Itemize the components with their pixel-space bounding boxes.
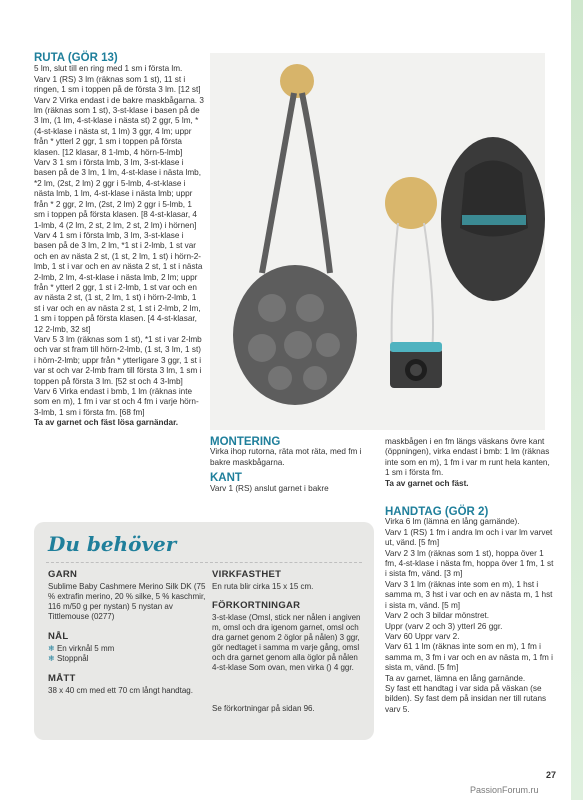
forkortningar-section [212, 601, 362, 673]
kant-continued-text: maskbågen i en fm längs väskans övre kant (öppningen), virka endast i bmb: 1 lm (räknas inte som en m), 1 fm i var m runt hela kanten, 1 sm i första fm. [385, 437, 550, 478]
garn-text: Sublime Baby Cashmere Merino Silk DK (75 % extrafin merino, 20 % silke, 5 % kaschmir, 116 m/50 g per nystan) 5 nystan av Tittlemouse (0277) [48, 582, 206, 621]
pattern-column-1 [34, 53, 204, 429]
virkfasthet-label: VIRKFASTHET [212, 569, 282, 580]
kant-text: Varv 1 (RS) anslut garnet i bakre [210, 483, 329, 493]
side-tab [571, 0, 583, 800]
card-divider [46, 562, 362, 563]
virkfasthet-section [212, 570, 362, 592]
page-number: 27 [546, 770, 557, 780]
product-photo [210, 53, 545, 430]
nal-item: ❄ Stoppnål [48, 654, 89, 663]
handtag-line: Varv 2 och 3 bildar mönstret. [385, 611, 490, 621]
kant-heading: KANT [210, 472, 242, 485]
se-text: Se förkortningar på sidan 96. [212, 704, 315, 713]
matt-section [48, 674, 208, 696]
bullet-icon: ❄ [48, 644, 57, 653]
handtag-line: Varv 61 1 lm (räknas inte som en m), 1 fm i samma m, 3 fm i var och en av nästa m, 1 fm i sista m, vänd. [5 fm] [385, 642, 553, 673]
virkfasthet-text: En ruta blir cirka 15 x 15 cm. [212, 582, 314, 591]
col1-line: Varv 1 (RS) 3 lm (räknas som 1 st), 11 st i ringen, 1 sm i toppen på de första 3 lm. [12 st] [34, 74, 201, 95]
handtag-line: Ta av garnet, lämna en lång garnände. [385, 673, 526, 683]
handtag-heading: HANDTAG (GÖR 2) [385, 506, 489, 519]
montering-heading: MONTERING [210, 436, 281, 448]
watermark: PassionForum.ru [470, 785, 539, 795]
handtag-line: Sy fast ett handtag i var sida på väskan (se bilden). Sy fast dem på insidan ner till rutans varv 5. [385, 683, 547, 714]
handtag-line: Uppr (varv 2 och 3) ytterl 26 ggr. [385, 621, 503, 631]
garn-section [48, 570, 208, 622]
handtag-line: Varv 1 (RS) 1 fm i andra lm och i var lm varvet ut, vänd. [5 fm] [385, 527, 553, 548]
montering-text: Virka ihop rutorna, räta mot räta, med fm i bakre maskbågarna. [210, 447, 362, 467]
forkortningar-label: FÖRKORTNINGAR [212, 600, 301, 611]
col1-line: Ta av garnet och fäst lösa garnändar. [34, 418, 179, 428]
matt-text: 38 x 40 cm med ett 70 cm långt handtag. [48, 686, 193, 695]
col1-line: Varv 3 1 sm i första lmb, 3 lm, 3-st-klase i basen på de 3 lm, 1 lm, 4-st-klase i nästa lmb, *2 lm, (2st, 2 lm) 2 ggr i 5-lmb, 4-st-klase i nästa lmb, 1 lm, 4-st-klase i nästa lmb; uppr från * 2 ggr, 2 lm, (2st, 2 lm) 2 ggr i 5-lmb, 1 sm i toppen på första klasen. [8 4-st-klasar, 4 1-lmb, 4 (2 lm, 2 st, 2 lm, 2 st, 2 lm) i hörnen] [34, 158, 202, 230]
handtag-line: Varv 3 1 lm (räknas inte som en m), 1 hst i samma m, 3 hst i var och en av nästa m, 1 hst i sista m, vänd. [5 m] [385, 579, 553, 610]
col1-line: Varv 6 Virka endast i bmb, 1 lm (räknas inte som en m), 1 fm i var st och 4 fm i varje hörn-3-lmb, 1 sm i första fm. [68 fm] [34, 387, 199, 417]
forkortningar-text: 3-st-klase (Omsl, stick ner nålen i angiven m, omsl och dra igenom garnet, omsl och dra garnet genom 2 öglor på nålen) 3 ggr, gör nedtaget i samma m varje gång, omsl och dra garnet genom alla öglor på nålen 4-st-klase Som ovan, men virka () 4 ggr. [212, 613, 361, 672]
materials-card [34, 522, 374, 740]
matt-label: MÅTT [48, 673, 76, 684]
nal-label: NÅL [48, 631, 69, 642]
garn-label: GARN [48, 569, 78, 580]
nal-item: ❄ En virknål 5 mm [48, 644, 115, 653]
card-title: Du behöver [48, 532, 177, 556]
handtag-line: Varv 2 3 lm (räknas som 1 st), hoppa över 1 fm, 4-st-klase i nästa fm, hoppa över 1 fm, 1 st i sista fm, vänd. [3 m] [385, 548, 554, 579]
bullet-icon: ❄ [48, 654, 57, 663]
col1-line: Varv 2 Virka endast i de bakre maskbågarna. 3 lm (räknas som 1 st), 3-st-klase i basen på de 3 lm, (1 lm, 4-st-klase i nästa st) 2 ggr, 5 lm, *(4-st-klase i nästa st, 1 lm) 3 ggr, 4 lm; uppr från * ytterl 2 ggr, 1 sm i toppen på första klasen. [12 klasar, 8 1-lmb, 4 hörn-5-lmb] [34, 95, 204, 157]
se-section [212, 704, 362, 714]
handtag-line: Varv 60 Uppr varv 2. [385, 631, 460, 641]
kant-end-text: Ta av garnet och fäst. [385, 478, 469, 488]
col1-line: Varv 4 1 sm i första lmb, 3 lm, 3-st-klase i basen på de 3 lm, 2 lm, *1 st i 2-lmb, 1 st var och en av nästa 2 st, (1 st, 2 lm, 1 st) i hörn-2-lmb, 1 st i var och en av nästa 2 st, 1 st i nästa 2-lmb, 2 lm, 4-st-klase i nästa lmb, 2 lm; uppr från * ytterl 2 ggr, 1 st i 2-lmb, 1 st var och en av nästa 2 st, (1 st, 2 lm, 1 st) i hörn-2-lmb, 1 st i var och en av nästa 2 st, 1 st i 2-lmb, 2 lm, 1 sm i toppen på första klasen. [4 4-st-klasar, 12 2-lmb, 32 st] [34, 230, 203, 334]
nal-section [48, 632, 208, 664]
pattern-column-3 [385, 437, 555, 715]
handtag-line: Virka 6 lm (lämna en lång garnände). [385, 517, 520, 527]
col1-line: Varv 5 3 lm (räknas som 1 st), *1 st i var 2-lmb och var st fram till hörn-2-lmb, (1 st, 3 lm, 1 st) i hörn-2-lmb; uppr från * ytterligare 3 ggr, 1 st i var st och var 2-lmb fram till första 3 lm, 1 sm i toppen på första 3 lm. [52 st och 4 3-lmb] [34, 334, 202, 386]
pattern-column-2 [210, 437, 380, 494]
bag-illustration [210, 53, 545, 430]
col1-line: 5 lm, slut till en ring med 1 sm i första lm. [34, 64, 183, 74]
ruta-heading: RUTA (GÖR 13) [34, 52, 118, 64]
